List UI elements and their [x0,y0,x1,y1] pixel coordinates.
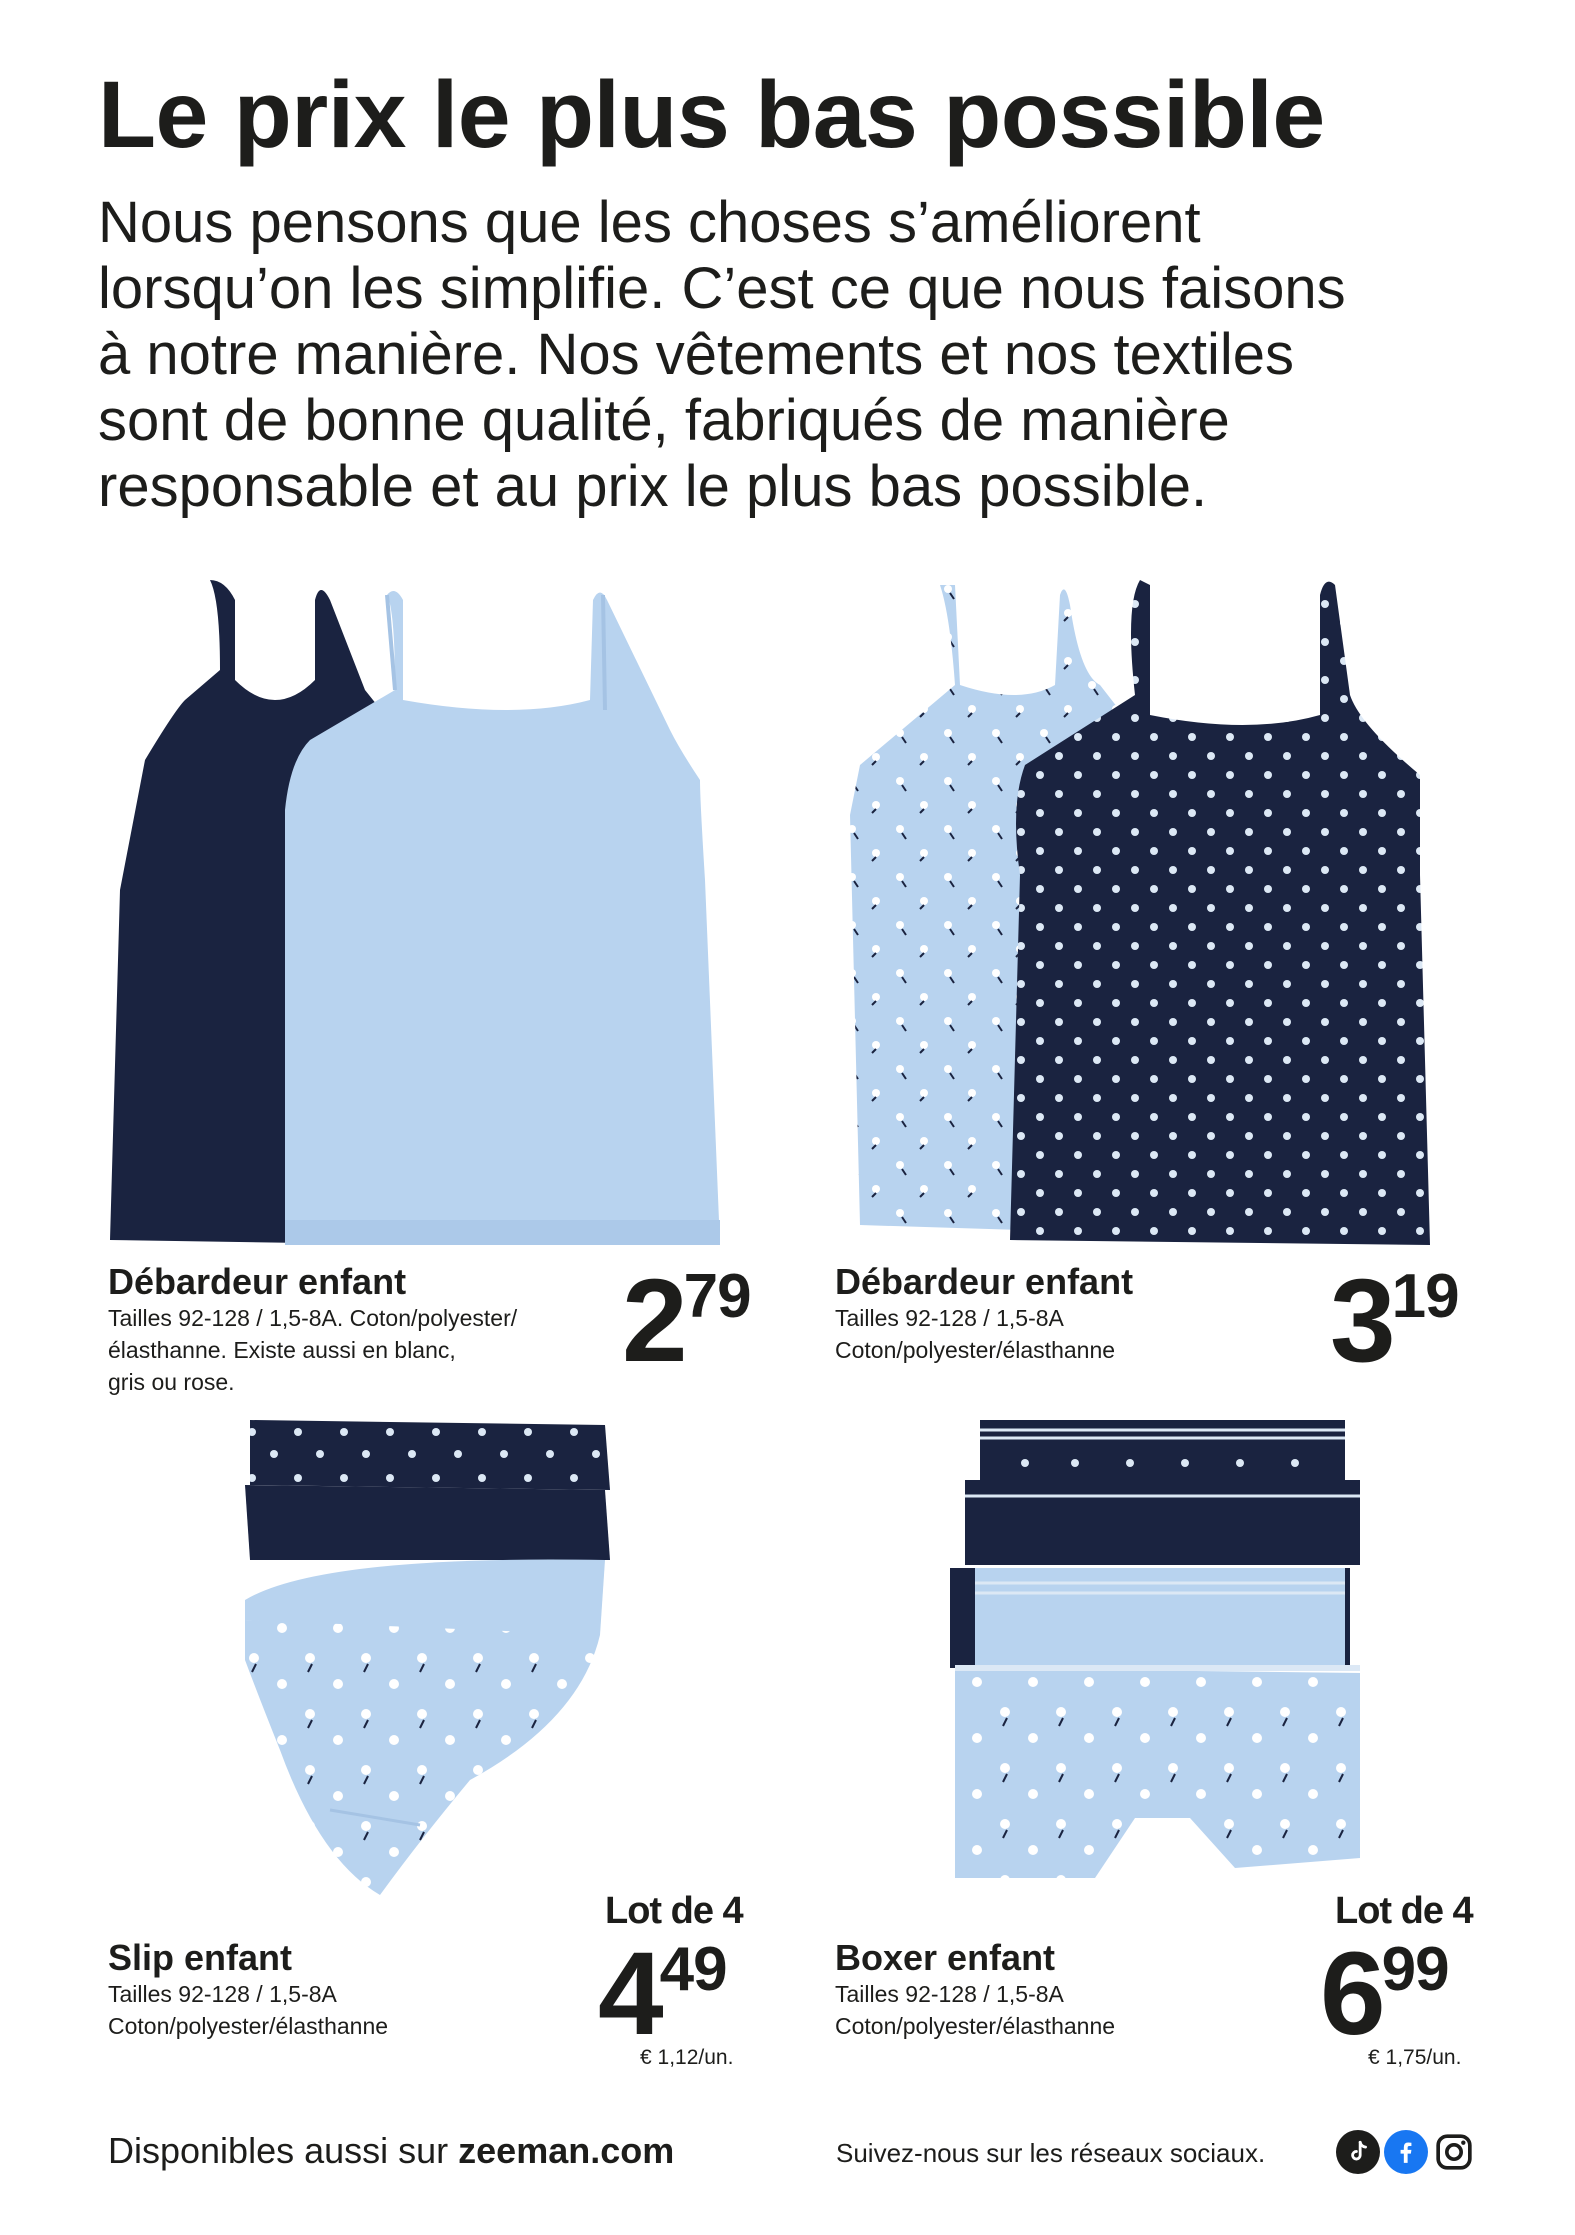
product-description [835,1978,1115,2042]
price-camisole-floral [1330,1255,1459,1387]
facebook-icon[interactable] [1384,2130,1428,2174]
intro-line: sont de bonne qualité, fabriqués de manière [98,388,1230,453]
price-decimal: 19 [1391,1262,1459,1331]
price-integer: 2 [622,1255,684,1387]
price-integer: 3 [1330,1255,1392,1387]
price-decimal: 79 [683,1262,751,1331]
price-decimal: 49 [659,1935,727,2004]
description-line: Tailles 92-128 / 1,5-8A [835,1305,1064,1331]
unit-price-briefs: € 1,12/un. [640,2046,734,2069]
tiktok-icon[interactable] [1336,2130,1380,2174]
page-title: Le prix le plus bas possible [98,62,1325,168]
description-line: Coton/polyester/élasthanne [835,2013,1116,2039]
instagram-icon[interactable] [1432,2130,1476,2174]
description-line: Tailles 92-128 / 1,5-8A [108,1981,337,2007]
intro-line: Nous pensons que les choses s’améliorent [98,190,1201,255]
price-camisole-plain [622,1255,751,1387]
social-icons [1336,2130,1476,2174]
description-line: élasthanne. Existe aussi en blanc, [108,1337,456,1363]
intro-paragraph [98,190,1518,520]
lot-label-briefs: Lot de 4 [605,1890,743,1932]
website-availability [108,2130,674,2172]
boxers-image [935,1418,1370,1898]
product-description [835,1302,1115,1366]
description-line: gris ou rose. [108,1369,235,1395]
product-name-camisole-plain: Débardeur enfant [108,1261,407,1302]
unit-price-boxers: € 1,75/un. [1368,2046,1462,2069]
price-integer: 6 [1320,1928,1382,2060]
intro-line: responsable et au prix le plus bas possible. [98,454,1208,519]
product-name-camisole-floral: Débardeur enfant [835,1261,1134,1302]
price-integer: 4 [598,1928,660,2060]
product-name-briefs: Slip enfant [108,1937,293,1978]
product-description [108,1302,517,1398]
briefs-image [240,1420,620,1920]
plain-camisoles-image [105,580,745,1250]
lot-label-boxers: Lot de 4 [1335,1890,1473,1932]
product-name-boxers: Boxer enfant [835,1937,1056,1978]
product-description [108,1978,388,2042]
description-line: Tailles 92-128 / 1,5-8A. Coton/polyester/ [108,1305,518,1331]
floral-camisoles-image [840,575,1460,1255]
availability-prefix: Disponibles aussi sur [108,2130,459,2171]
description-line: Tailles 92-128 / 1,5-8A [835,1981,1064,2007]
website-link[interactable]: zeeman.com [458,2130,675,2171]
social-follow-text: Suivez-nous sur les réseaux sociaux. [836,2138,1266,2168]
intro-line: lorsqu’on les simplifie. C’est ce que nous faisons [98,256,1346,321]
description-line: Coton/polyester/élasthanne [108,2013,389,2039]
price-decimal: 99 [1381,1935,1449,2004]
description-line: Coton/polyester/élasthanne [835,1337,1116,1363]
intro-line: à notre manière. Nos vêtements et nos textiles [98,322,1295,387]
